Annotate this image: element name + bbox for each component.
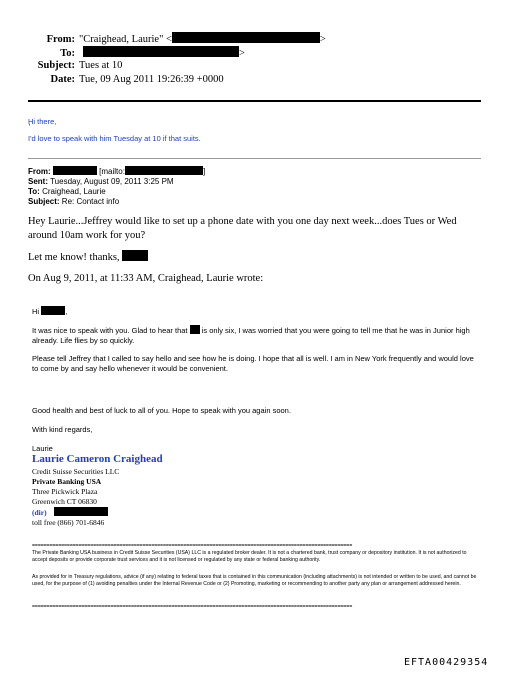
redaction-block bbox=[83, 46, 239, 57]
header-date-row bbox=[0, 74, 224, 85]
redaction-block bbox=[172, 32, 320, 43]
header-subject-value: Tues at 10 bbox=[79, 60, 123, 71]
message-para-2-text: Let me know! thanks, bbox=[28, 252, 120, 263]
redaction-block bbox=[54, 507, 108, 516]
quoted-name-small: Laurie bbox=[32, 444, 53, 453]
disclaimer-para-1: The Private Banking USA business in Credit Suisse Securities (USA) LLC is a regulated broker dealer. It is not a chartered bank, trust company or depository institution. It is not authorized to accept deposits or provide corporate trust services and it is not licensed or regulated by any state or federal banking authority. bbox=[32, 550, 467, 563]
signature-street: Three Pickwick Plaza bbox=[32, 487, 98, 496]
header-date-label: Date: bbox=[50, 74, 75, 85]
quoted-para-1-a: It was nice to speak with you. Glad to hear that bbox=[32, 326, 188, 335]
reply-divider bbox=[28, 158, 481, 159]
header-from-row bbox=[0, 32, 326, 45]
forwarded-from-label: From: bbox=[28, 167, 51, 176]
forwarded-subject-label: Subject: bbox=[28, 197, 60, 206]
forwarded-to-label: To: bbox=[28, 187, 40, 196]
signature-block bbox=[32, 467, 119, 528]
header-divider bbox=[28, 100, 481, 102]
quoted-hi-end: , bbox=[65, 307, 68, 316]
forwarded-mailto-close: ] bbox=[202, 167, 206, 176]
forwarded-from-row bbox=[28, 166, 483, 177]
redaction-block bbox=[122, 250, 148, 261]
redaction-block bbox=[190, 325, 200, 334]
header-from-close: > bbox=[319, 34, 326, 45]
forwarded-sent-row bbox=[28, 177, 483, 187]
message-para-2 bbox=[28, 250, 483, 265]
separator-line: ============================================================================================================== bbox=[32, 543, 353, 549]
header-subject-label: Subject: bbox=[37, 60, 75, 71]
reply-greeting: Hi there, bbox=[28, 117, 57, 126]
separator-line: ============================================================================================================== bbox=[32, 604, 353, 610]
signature-division: Private Banking USA bbox=[32, 477, 102, 486]
header-subject-row bbox=[0, 60, 122, 71]
header-to-close: > bbox=[239, 48, 245, 59]
forwarded-subject-row bbox=[28, 197, 483, 207]
quoted-para-1 bbox=[32, 325, 482, 346]
header-to-label: To: bbox=[60, 48, 75, 59]
signature-tollfree: toll free (866) 701-6846 bbox=[32, 518, 105, 527]
reply-line: I'd love to speak with him Tuesday at 10 if that suits. bbox=[28, 134, 201, 143]
document-id: EFTA00429354 bbox=[404, 657, 489, 668]
redaction-block bbox=[125, 166, 206, 176]
message-para-1: Hey Laurie...Jeffrey would like to set up a phone date with you one day next week...does Tues or Wed around 10am work for you? bbox=[28, 216, 457, 241]
signature-name: Laurie Cameron Craighead bbox=[32, 453, 163, 465]
quoted-para-2: Please tell Jeffrey that I called to say hello and see how he is doing. I hope that all is well. I am in New York frequently and would love to come by and say hello whenever it would be convenient. bbox=[32, 354, 474, 373]
forwarded-to-row bbox=[28, 187, 483, 197]
header-to-row bbox=[0, 46, 245, 59]
signature-company: Credit Suisse Securities LLC bbox=[32, 467, 120, 476]
forwarded-sent-label: Sent: bbox=[28, 177, 48, 186]
redaction-block bbox=[41, 306, 68, 316]
quoted-greeting bbox=[32, 306, 482, 317]
header-date-value: Tue, 09 Aug 2011 19:26:39 +0000 bbox=[79, 74, 224, 85]
quoted-hi: Hi bbox=[32, 307, 40, 316]
quoted-para-3: Good health and best of luck to all of you. Hope to speak with you again soon. bbox=[32, 406, 291, 415]
forwarded-header bbox=[28, 166, 483, 207]
forwarded-mailto: [mailto: bbox=[99, 167, 125, 176]
quoted-closing: With kind regards, bbox=[32, 425, 93, 434]
forwarded-subject-value: Re: Contact info bbox=[61, 197, 120, 206]
reply-bullet: ' bbox=[29, 124, 31, 131]
signature-city: Greenwich CT 06830 bbox=[32, 497, 97, 506]
forwarded-to-value: Craighead, Laurie bbox=[42, 187, 106, 196]
message-wrote-line: On Aug 9, 2011, at 11:33 AM, Craighead, Laurie wrote: bbox=[28, 273, 264, 284]
redaction-block bbox=[53, 166, 97, 175]
header-from-value: "Craighead, Laurie" < bbox=[79, 34, 172, 45]
signature-dir-label: (dir) bbox=[32, 508, 47, 517]
disclaimer-para-2: As provided for in Treasury regulations, advice (if any) relating to federal taxes that is contained in this communication (including attachments) is not intended or written to be used, and cannot be used, for the purpose of (1) avoiding penalties under the Internal Revenue Code or (2) Promoting, marketing or recommending to another party any plan or arrangement addressed herein. bbox=[32, 574, 477, 587]
signature-dir-row bbox=[32, 507, 119, 518]
header-from-label: From: bbox=[46, 34, 75, 45]
forwarded-sent-value: Tuesday, August 09, 2011 3:25 PM bbox=[50, 177, 174, 186]
quoted-para-1-b: is only six, I was worried that you were going to tell me that he was in Junior high already. Life flies by so quickly. bbox=[32, 326, 470, 345]
